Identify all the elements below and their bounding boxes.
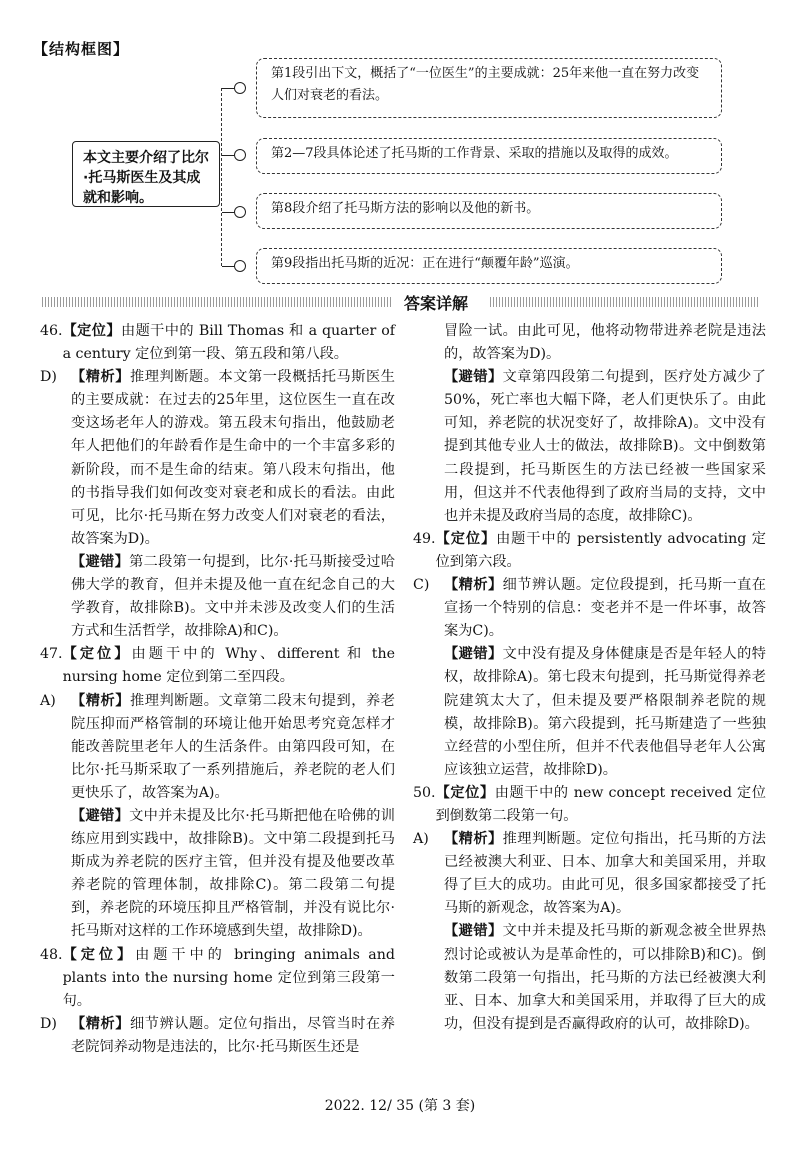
tag-jingxi: 【精析】 bbox=[71, 692, 131, 709]
tag-bicuo: 【避错】 bbox=[71, 553, 130, 570]
left-column bbox=[40, 320, 395, 1059]
outline-branch-2: 第2—7段具体论述了托马斯的工作背景、采取的措施以及取得的成效。 bbox=[256, 138, 722, 174]
bicuo-text: 文中并未提及托马斯的新观念被全世界热烈讨论或被认为是革命性的，可以排除B)和C)。倒数第二段第一句指出，托马斯的方法已经被澳大利亚、日本、加拿大和美国采用，并取得了巨大的成功，但没有提到是否赢得政府的认可，故排除D)。 bbox=[444, 923, 766, 1032]
bicuo-text: 第二段第一句提到，比尔·托马斯接受过哈佛大学的教育，但并未提及他一直在纪念自己的大学教育，故排除B)。文中并未涉及改变人们的生活方式和生活哲学，故排除A)和C)。 bbox=[71, 553, 395, 640]
divider-pattern bbox=[490, 297, 760, 307]
q50-bicuo bbox=[413, 920, 766, 1035]
q48-jingxi-continued: 冒险一试。由此可见，他将动物带进养老院是违法的，故答案为D)。 bbox=[444, 323, 766, 363]
jingxi-text: 推理判断题。本文第一段概括托马斯医生的主要成就：在过去的25年里，这位医生一直在改变这场老年人的游戏。第五段末句指出，他鼓励老年人把他们的年龄看作是生命中的一个丰富多彩的新阶段，而不是生命的结束。第八段末句指出，他的书指导我们如何改变对衰老和成长的看法。由此可见，比尔·托马斯在努力改变人们对衰老的看法，故答案为D)。 bbox=[71, 369, 395, 547]
q47-bicuo bbox=[40, 805, 395, 944]
branch-arrow-icon bbox=[234, 206, 246, 218]
q49-bicuo bbox=[413, 643, 766, 782]
page-footer: 2022. 12/ 35 (第 3 套) bbox=[324, 1098, 476, 1114]
answer-letter: A) bbox=[40, 692, 56, 709]
dingwei-text: 由题干中的 Bill Thomas 和 a quarter of a century 定位到第一段、第五段和第八段。 bbox=[62, 323, 395, 363]
question-number: 50. bbox=[413, 784, 436, 801]
jingxi-text: 细节辨认题。定位句指出，尽管当时在养老院饲养动物是违法的，比尔·托马斯医生还是 bbox=[71, 1015, 395, 1055]
answer-letter: C) bbox=[413, 577, 430, 594]
answer-letter: D) bbox=[40, 369, 57, 386]
answer-letter: A) bbox=[413, 831, 429, 848]
tag-dingwei: 【定位】 bbox=[62, 946, 136, 963]
section-divider bbox=[42, 294, 760, 313]
tag-dingwei: 【定位】 bbox=[62, 646, 132, 663]
tag-bicuo: 【避错】 bbox=[444, 923, 503, 940]
question-number: 49. bbox=[413, 530, 436, 547]
q46-dingwei bbox=[40, 320, 395, 366]
dingwei-text: 由题干中的 Why、different 和 the nursing home 定位到第二至四段。 bbox=[62, 646, 395, 686]
dingwei-text: 由题干中的 new concept received 定位到倒数第二段第一句。 bbox=[435, 784, 766, 824]
q49-jingxi bbox=[413, 574, 766, 643]
q48-dingwei bbox=[40, 944, 395, 1013]
bicuo-text: 文中没有提及身体健康是否是年轻人的特权，故排除A)。第七段末句提到，托马斯觉得养老院建筑太大了，但未提及要严格限制养老院的规模，故排除B)。第六段提到，托马斯建造了一些独立经营的小型住所，但并不代表他倡导老年人公寓应该独立运营，故排除D)。 bbox=[444, 646, 766, 778]
tag-jingxi: 【精析】 bbox=[444, 577, 503, 594]
tag-jingxi: 【精析】 bbox=[71, 1015, 131, 1032]
tag-dingwei: 【定位】 bbox=[62, 323, 121, 339]
q48-jingxi bbox=[40, 1013, 395, 1059]
tag-jingxi: 【精析】 bbox=[444, 831, 503, 848]
q49-dingwei bbox=[413, 528, 766, 574]
tag-bicuo: 【避错】 bbox=[444, 369, 503, 386]
tag-dingwei: 【定位】 bbox=[435, 784, 495, 801]
bicuo-text: 文中并未提及比尔·托马斯把他在哈佛的训练应用到实践中，故排除B)。文中第二段提到托马斯成为养老院的医疗主管，但并没有提及他要改革养老院的管理体制，故排除C)。第二段第二句提到，养老院的环境压抑且严格管制，并没有说比尔·托马斯对这样的工作环境感到失望，故排除D)。 bbox=[71, 807, 395, 940]
branch-arrow-icon bbox=[234, 260, 246, 272]
branch-arrow-icon bbox=[234, 82, 246, 94]
divider-pattern bbox=[42, 297, 392, 307]
branch-arrow-icon bbox=[234, 149, 246, 161]
q48-bicuo bbox=[413, 366, 766, 528]
tag-dingwei: 【定位】 bbox=[435, 530, 497, 547]
outline-title: 【结构框图】 bbox=[33, 40, 130, 58]
question-number: 46. bbox=[40, 323, 63, 339]
tag-bicuo: 【避错】 bbox=[444, 646, 503, 663]
outline-connector bbox=[221, 88, 222, 266]
outline-branch-1: 第1段引出下文，概括了“一位医生”的主要成就：25年来他一直在努力改变人们对衰老的看法。 bbox=[256, 58, 722, 118]
q47-jingxi bbox=[40, 690, 395, 805]
dingwei-text: 由题干中的 persistently advocating 定位到第六段。 bbox=[435, 530, 766, 570]
outline-branch-3: 第8段介绍了托马斯方法的影响以及他的新书。 bbox=[256, 193, 722, 229]
tag-bicuo: 【避错】 bbox=[71, 807, 130, 824]
dingwei-text: 由题干中的 bringing animals and plants into the nursing home 定位到第三段第一句。 bbox=[62, 946, 395, 1009]
outline-main-box: 本文主要介绍了比尔·托马斯医生及其成就和影响。 bbox=[72, 141, 220, 207]
q46-bicuo bbox=[40, 551, 395, 643]
jingxi-text: 推理判断题。定位句指出，托马斯的方法已经被澳大利亚、日本、加拿大和美国采用，并取得了巨大的成功。由此可见，很多国家都接受了托马斯的新观念，故答案为A)。 bbox=[444, 831, 766, 917]
jingxi-text: 推理判断题。文章第二段末句提到，养老院压抑而严格管制的环境让他开始思考究竟怎样才能改善院里老年人的生活条件。由第四段可知，在比尔·托马斯采取了一系列措施后，养老院的老人们更快乐了，故答案为A)。 bbox=[71, 692, 395, 801]
section-title: 答案详解 bbox=[400, 291, 472, 314]
question-number: 48. bbox=[40, 946, 63, 963]
q47-dingwei bbox=[40, 643, 395, 689]
right-column bbox=[413, 320, 766, 1036]
question-number: 47. bbox=[40, 646, 63, 663]
jingxi-text: 细节辨认题。定位段提到，托马斯一直在宣扬一个特别的信息：变老并不是一件坏事，故答案为C)。 bbox=[444, 577, 766, 640]
bicuo-text: 文章第四段第二句提到，医疗处方减少了50%，死亡率也大幅下降，老人们更快乐了。由此可知，养老院的状况变好了，故排除A)。文中没有提到其他专业人士的做法，故排除B)。文中倒数第二段提到，托马斯医生的方法已经被一些国家采用，但这并不代表他得到了政府当局的支持，文中也并未提及政府当局的态度，故排除C)。 bbox=[444, 369, 766, 524]
q50-jingxi bbox=[413, 828, 766, 920]
q46-jingxi bbox=[40, 366, 395, 551]
answer-letter: D) bbox=[40, 1015, 57, 1032]
tag-jingxi: 【精析】 bbox=[71, 369, 131, 386]
outline-branch-4: 第9段指出托马斯的近况：正在进行“颠覆年龄”巡演。 bbox=[256, 248, 722, 284]
q50-dingwei bbox=[413, 782, 766, 828]
